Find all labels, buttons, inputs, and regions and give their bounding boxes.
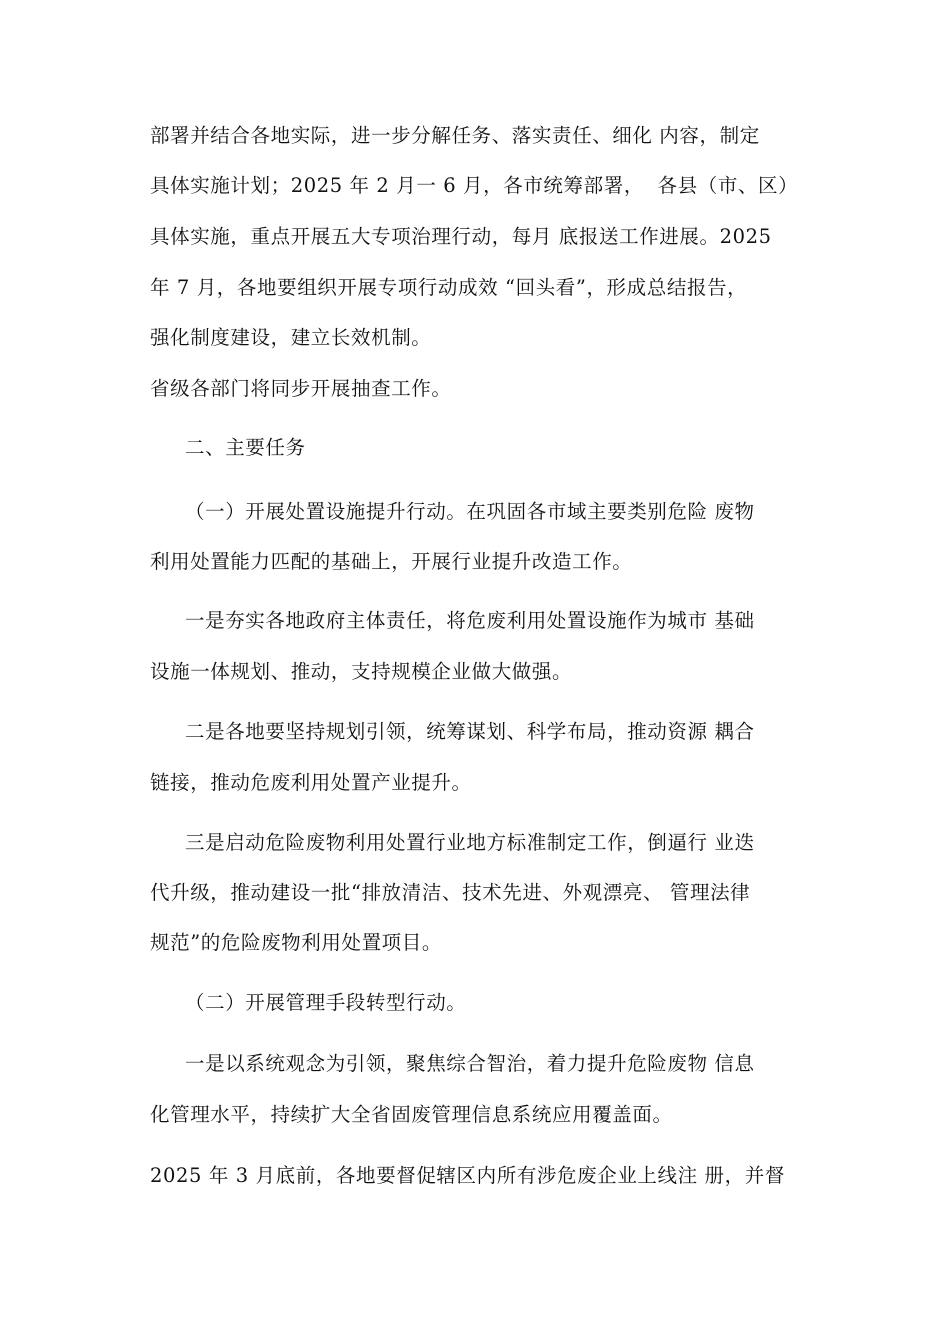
text-line: 链接，推动危废利用处置产业提升。 <box>150 771 472 794</box>
text-line: 年 7 月，各地要组织开展专项行动成效 “回头看”，形成总结报告， <box>150 276 748 299</box>
text-line: 省级各部门将同步开展抽查工作。 <box>150 377 452 400</box>
section-heading: （二）开展管理手段转型行动。 <box>185 991 467 1014</box>
text-line: 设施一体规划、推动，支持规模企业做大做强。 <box>150 660 573 683</box>
section-heading: 二、主要任务 <box>185 436 306 459</box>
text-line: 代升级，推动建设一批“排放清洁、技术先进、外观漂亮、 管理法律 <box>150 881 751 904</box>
text-line: 部署并结合各地实际，进一步分解任务、落实责任、细化 内容，制定 <box>150 124 760 147</box>
text-line: 2025 年 3 月底前，各地要督促辖区内所有涉危废企业上线注 册，并督 <box>150 1164 785 1187</box>
text-line: 规范”的危险废物利用处置项目。 <box>150 931 442 954</box>
text-line: 一是夯实各地政府主体责任，将危废利用处置设施作为城市 基础 <box>185 609 755 632</box>
text-line: （一）开展处置设施提升行动。在巩固各市域主要类别危险 废物 <box>185 500 755 523</box>
text-line: 三是启动危险废物利用处置行业地方标准制定工作，倒逼行 业迭 <box>185 831 755 854</box>
text-line: 二是各地要坚持规划引领，统筹谋划、科学布局，推动资源 耦合 <box>185 720 755 743</box>
text-line: 一是以系统观念为引领，聚焦综合智治，着力提升危险废物 信息 <box>185 1052 755 1075</box>
text-line: 强化制度建设，建立长效机制。 <box>150 326 432 349</box>
text-line: 化管理水平，持续扩大全省固废管理信息系统应用覆盖面。 <box>150 1103 673 1126</box>
text-line: 具体实施，重点开展五大专项治理行动，每月 底报送工作进展。2025 <box>150 225 772 248</box>
text-line: 具体实施计划；2025 年 2 月一 6 月，各市统筹部署， 各县（市、区） <box>150 174 799 197</box>
text-line: 利用处置能力匹配的基础上，开展行业提升改造工作。 <box>150 550 633 573</box>
